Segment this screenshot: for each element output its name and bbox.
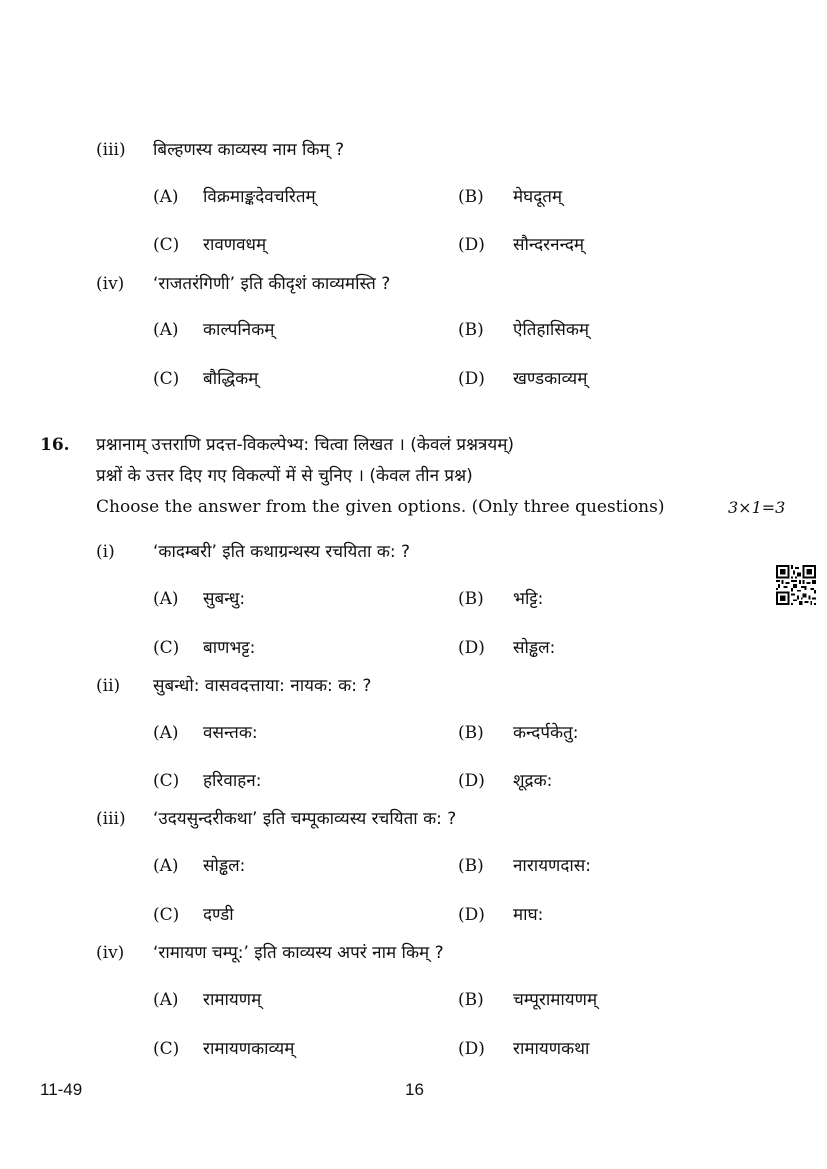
option-label: (A)	[153, 723, 179, 743]
option-label: (B)	[458, 723, 484, 743]
option-text: विक्रमाङ्कदेवचरितम्	[203, 187, 316, 207]
question-text: ‘राजतरंगिणी’ इति कीदृशं काव्यमस्ति ?	[153, 274, 391, 294]
paper-code: 11-49	[40, 1080, 83, 1099]
option-label: (C)	[153, 369, 180, 389]
option-text: रामायणकाव्यम्	[203, 1039, 295, 1059]
option-label: (C)	[153, 638, 180, 658]
option-label: (D)	[458, 905, 485, 925]
option-label: (A)	[153, 589, 179, 609]
question-number: (iii)	[96, 140, 126, 160]
option-label: (A)	[153, 990, 179, 1010]
option-label: (C)	[153, 235, 180, 255]
option-text: नारायणदास:	[513, 856, 591, 876]
option-text: ऐतिहासिकम्	[513, 320, 590, 340]
question-number: (iii)	[96, 809, 126, 829]
option-text: रामायणकथा	[513, 1039, 590, 1059]
option-text: सौन्दरनन्दम्	[513, 235, 585, 255]
question-number: (i)	[96, 542, 115, 562]
option-label: (D)	[458, 1039, 485, 1059]
option-label: (B)	[458, 990, 484, 1010]
option-text: भट्टि:	[513, 589, 544, 609]
question-number: (iv)	[96, 274, 125, 294]
option-label: (A)	[153, 187, 179, 207]
option-label: (A)	[153, 856, 179, 876]
option-text: दण्डी	[203, 905, 234, 925]
option-label: (A)	[153, 320, 179, 340]
option-text: रामायणम्	[203, 990, 262, 1010]
question-number: (iv)	[96, 943, 125, 963]
option-label: (D)	[458, 369, 485, 389]
question-text: ‘उदयसुन्दरीकथा’ इति चम्पूकाव्यस्य रचयिता क: ?	[153, 809, 457, 829]
question-text: सुबन्धो: वासवदत्ताया: नायक: क: ?	[153, 676, 372, 696]
qr-code-icon	[776, 565, 816, 605]
instruction-english: Choose the answer from the given options. (Only three questions)	[96, 497, 665, 517]
option-text: बाणभट्ट:	[203, 638, 256, 658]
option-text: कन्दर्पकेतु:	[513, 723, 579, 743]
option-text: रावणवधम्	[203, 235, 267, 255]
instruction-hindi: प्रश्नों के उत्तर दिए गए विकल्पों में से चुनिए । (केवल तीन प्रश्न)	[96, 466, 473, 486]
question-text: ‘रामायण चम्पू:’ इति काव्यस्य अपरं नाम किम् ?	[153, 943, 444, 963]
question-text: बिल्हणस्य काव्यस्य नाम किम् ?	[153, 140, 345, 160]
option-text: काल्पनिकम्	[203, 320, 275, 340]
option-text: मेघदूतम्	[513, 187, 563, 207]
option-text: माघ:	[513, 905, 544, 925]
page-number: 16	[405, 1080, 424, 1099]
option-text: खण्डकाव्यम्	[513, 369, 588, 389]
option-label: (C)	[153, 1039, 180, 1059]
option-label: (B)	[458, 856, 484, 876]
instruction-sanskrit: प्रश्नानाम् उत्तराणि प्रदत्त-विकल्पेभ्य: चित्वा लिखत । (केवलं प्रश्नत्रयम्)	[96, 435, 515, 455]
option-label: (D)	[458, 638, 485, 658]
option-label: (B)	[458, 320, 484, 340]
question-text: ‘कादम्बरी’ इति कथाग्रन्थस्य रचयिता क: ?	[153, 542, 411, 562]
option-label: (D)	[458, 235, 485, 255]
option-label: (B)	[458, 187, 484, 207]
option-label: (B)	[458, 589, 484, 609]
question-number: 16.	[40, 435, 70, 455]
option-text: शूद्रक:	[513, 771, 553, 791]
option-text: बौद्धिकम्	[203, 369, 259, 389]
option-text: चम्पूरामायणम्	[513, 990, 598, 1010]
option-text: सुबन्धु:	[203, 589, 246, 609]
option-label: (C)	[153, 905, 180, 925]
option-text: हरिवाहन:	[203, 771, 262, 791]
question-number: (ii)	[96, 676, 121, 696]
option-text: सोड्ढल:	[513, 638, 556, 658]
marks-label: 3×1=3	[728, 498, 786, 517]
option-label: (D)	[458, 771, 485, 791]
option-label: (C)	[153, 771, 180, 791]
option-text: वसन्तक:	[203, 723, 258, 743]
option-text: सोड्ढल:	[203, 856, 246, 876]
